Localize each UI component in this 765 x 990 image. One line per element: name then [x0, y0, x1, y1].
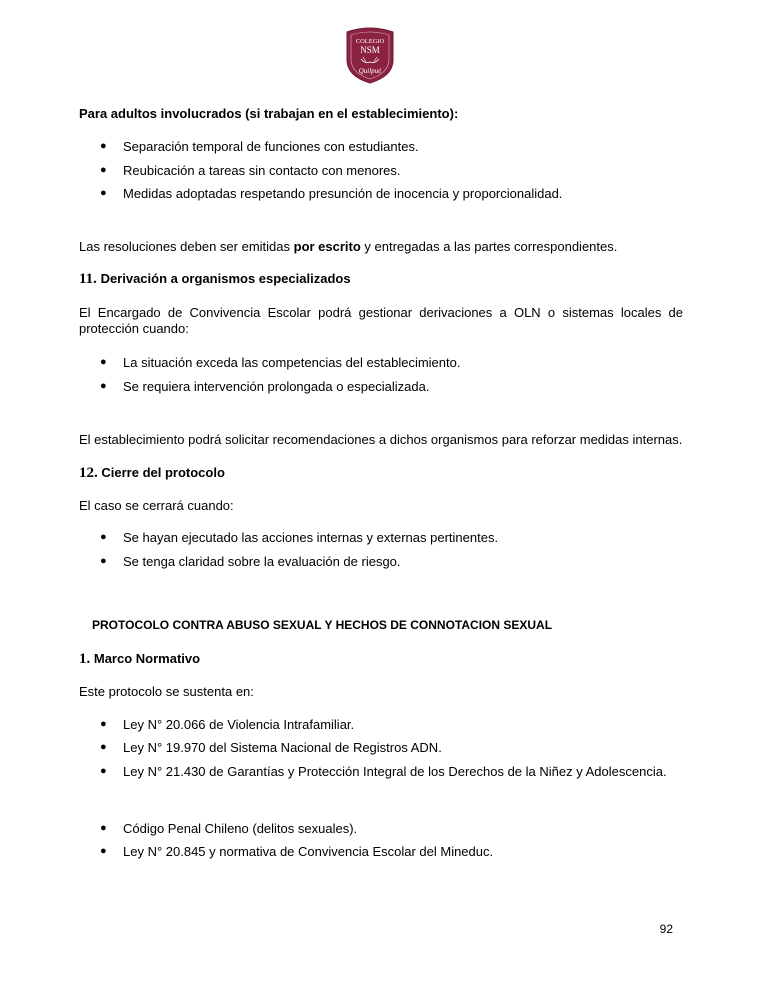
list-item: Se requiera intervención prolongada o especializada.	[123, 379, 430, 394]
protocol-section1-heading	[79, 651, 200, 668]
section12-intro: El caso se cerrará cuando:	[79, 498, 234, 513]
bullet-icon: ●	[100, 187, 107, 199]
bullet-icon: ●	[100, 845, 107, 857]
protocol-title: PROTOCOLO CONTRA ABUSO SEXUAL Y HECHOS DE CONNOTACION SEXUAL	[92, 618, 553, 632]
protocol-section1-intro: Este protocolo se sustenta en:	[79, 684, 254, 699]
list-item: Ley N° 20.845 y normativa de Convivencia Escolar del Mineduc.	[123, 844, 494, 859]
list-item: Separación temporal de funciones con estudiantes.	[123, 139, 419, 154]
list-item: Se hayan ejecutado las acciones internas y externas pertinentes.	[123, 530, 499, 545]
bullet-icon: ●	[100, 822, 107, 834]
bullet-icon: ●	[100, 765, 107, 777]
page-number: 92	[659, 922, 673, 936]
resolutions-text-bold: por escrito	[293, 239, 361, 254]
logo-line2: NSM	[360, 45, 380, 55]
section11-intro: El Encargado de Convivencia Escolar podrá gestionar derivaciones a OLN o sistemas locales de protección cuando:	[79, 305, 683, 336]
section12-heading	[79, 465, 225, 482]
list-item: Ley N° 21.430 de Garantías y Protección Integral de los Derechos de la Niñez y Adolescencia.	[123, 764, 667, 779]
bullet-icon: ●	[100, 380, 107, 392]
resolutions-text-after: y entregadas a las partes correspondientes.	[360, 239, 618, 254]
bullet-icon: ●	[100, 741, 107, 753]
adults-heading: Para adultos involucrados (si trabajan en el establecimiento):	[79, 106, 459, 121]
section12-number: 12.	[79, 465, 98, 481]
list-item: La situación exceda las competencias del establecimiento.	[123, 355, 461, 370]
bullet-icon: ●	[100, 356, 107, 368]
bullet-icon: ●	[100, 555, 107, 567]
section11-closing: El establecimiento podrá solicitar recomendaciones a dichos organismos para reforzar medidas internas.	[79, 432, 683, 447]
resolutions-paragraph	[79, 239, 617, 254]
protocol-section1-title: Marco Normativo	[93, 651, 201, 666]
section11-number: 11.	[79, 271, 97, 287]
list-item: Ley N° 20.066 de Violencia Intrafamiliar.	[123, 717, 355, 732]
list-item: Ley N° 19.970 del Sistema Nacional de Registros ADN.	[123, 740, 442, 755]
protocol-section1-number: 1.	[79, 651, 91, 667]
bullet-icon: ●	[100, 531, 107, 543]
bullet-icon: ●	[100, 164, 107, 176]
list-item: Se tenga claridad sobre la evaluación de riesgo.	[123, 554, 401, 569]
list-item: Reubicación a tareas sin contacto con menores.	[123, 163, 401, 178]
bullet-icon: ●	[100, 718, 107, 730]
list-item: Código Penal Chileno (delitos sexuales).	[123, 821, 358, 836]
resolutions-text-before: Las resoluciones deben ser emitidas	[79, 239, 294, 254]
logo-line3: Quilpué	[358, 67, 382, 75]
section11-heading	[79, 271, 351, 288]
section11-title: Derivación a organismos especializados	[100, 271, 351, 286]
list-item: Medidas adoptadas respetando presunción de inocencia y proporcionalidad.	[123, 186, 563, 201]
bullet-icon: ●	[100, 140, 107, 152]
school-crest-logo	[343, 26, 397, 84]
logo-line1: COLEGIO	[355, 38, 385, 45]
section12-title: Cierre del protocolo	[101, 465, 225, 480]
